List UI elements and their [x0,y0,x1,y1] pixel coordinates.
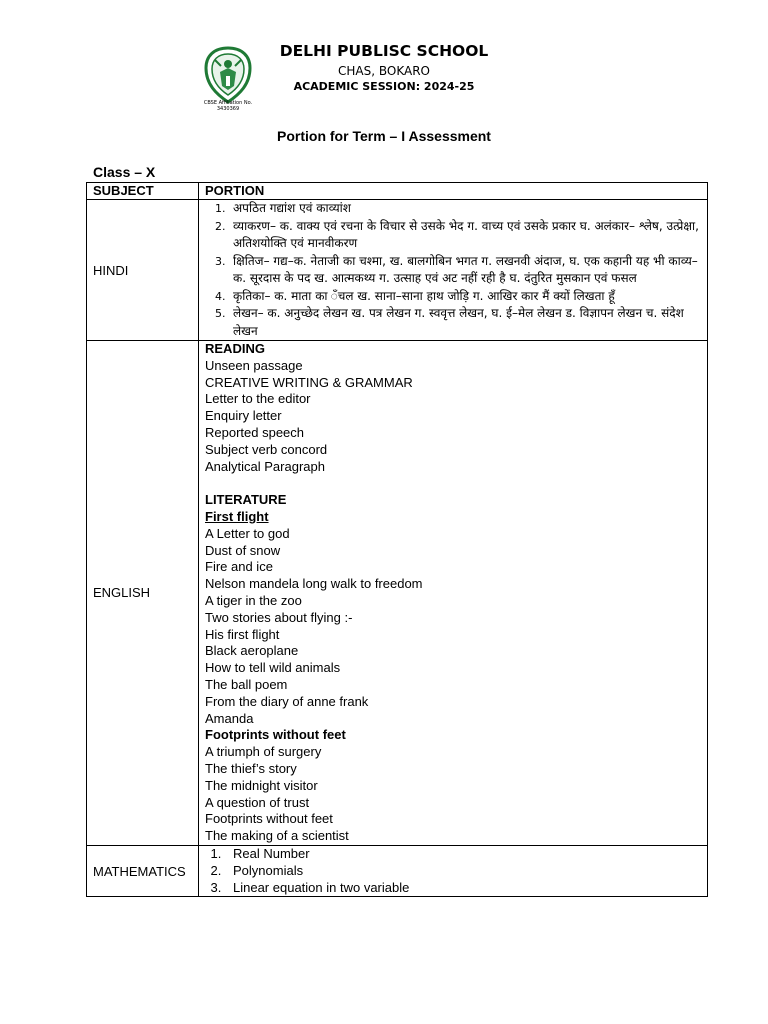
list-item: Unseen passage [205,357,303,373]
section-heading-reading: READING [205,341,265,356]
list-item: Footprints without feet [205,811,333,827]
list-item: The thief’s story [205,760,297,776]
school-name: DELHI PUBLISC SCHOOL [279,42,489,60]
subject-english: ENGLISH [87,341,199,846]
academic-session: ACADEMIC SESSION: 2024-25 [293,80,475,93]
document-title: Portion for Term – I Assessment [277,128,491,144]
portion-table [86,182,708,897]
mathematics-portion-list [205,846,701,896]
list-item: Reported speech [205,424,305,440]
table-header-row [87,183,708,200]
list-item: The ball poem [205,676,288,692]
list-item: 1. अपठित गद्यांश एवं काव्यांश [229,200,701,218]
table-row-english [87,341,708,846]
table-row-hindi [87,200,708,341]
list-item: Amanda [205,710,254,726]
list-item: From the diary of anne frank [205,693,369,709]
list-item: Two stories about flying :- [205,609,353,625]
list-item: Enquiry letter [205,408,282,424]
list-item: Dust of snow [205,542,281,558]
list-item: The making of a scientist [205,828,349,844]
section-heading-footprints: Footprints without feet [205,727,346,743]
list-item: Fire and ice [205,559,273,575]
logo-caption-line-2: 3430369 [216,106,240,112]
list-item: His first flight [205,626,280,642]
subject-hindi: HINDI [87,200,199,341]
list-item: 5. लेखन– क. अनुच्छेद लेखन ख. पत्र लेखन ग. स्ववृत्त लेखन, घ. ई–मेल लेखन ड. विज्ञापन लेखन च. संदेश लेखन [229,305,701,340]
portion-hindi [199,200,708,341]
table-row-mathematics [87,845,708,896]
english-portion-lines [205,341,701,845]
section-heading-writing: CREATIVE WRITING & GRAMMAR [205,374,413,390]
school-location: CHAS, BOKARO [338,64,430,78]
list-item: 1. Real Number [225,846,701,863]
list-item: A tiger in the zoo [205,592,302,608]
list-item: Subject verb concord [205,441,328,457]
section-heading-first-flight: First flight [205,508,269,524]
subject-mathematics: MATHEMATICS [87,845,199,896]
list-item: 3. क्षितिज– गद्य–क. नेताजी का चश्मा, ख. बालगोबिन भगत ग. लखनवी अंदाज, घ. एक कहानी यह भी काव्य–क. सूरदास के पद ख. आत्मकथ्य ग. उत्साह एवं अट नहीं रही है घ. दंतुरित मुसकान एवं फसल [229,253,701,288]
list-item: 3. Linear equation in two variable [225,880,701,897]
portion-english [199,341,708,846]
list-item: Nelson mandela long walk to freedom [205,576,423,592]
list-item: Analytical Paragraph [205,458,325,474]
logo-caption [196,100,260,112]
list-item: 4. कृतिका– क. माता का ँचल ख. साना–साना हाथ जोड़ि ग. आखिर कार मैं क्यों लिखता हूँ [229,288,701,306]
list-item: 2. Polynomials [225,863,701,880]
column-header-subject: SUBJECT [87,183,199,200]
spacer [205,475,701,492]
list-item: A question of trust [205,794,310,810]
list-item: Black aeroplane [205,643,299,659]
logo-caption-line-1: CBSE Affiliation No. [203,100,253,106]
class-label: Class – X [93,164,156,180]
list-item: Letter to the editor [205,391,311,407]
section-heading-literature: LITERATURE [205,492,287,508]
column-header-portion: PORTION [199,183,708,200]
list-item: How to tell wild animals [205,660,341,676]
list-item: A Letter to god [205,525,290,541]
hindi-portion-list [205,200,701,340]
list-item: The midnight visitor [205,777,318,793]
list-item: A triumph of surgery [205,744,322,760]
portion-mathematics [199,845,708,896]
list-item: 2. व्याकरण– क. वाक्य एवं रचना के विचार से उसके भेद ग. वाच्य एवं उसके प्रकार घ. अलंकार– श्लेष, उत्प्रेक्षा, अतिशयोक्ति एवं मानवीकरण [229,218,701,253]
